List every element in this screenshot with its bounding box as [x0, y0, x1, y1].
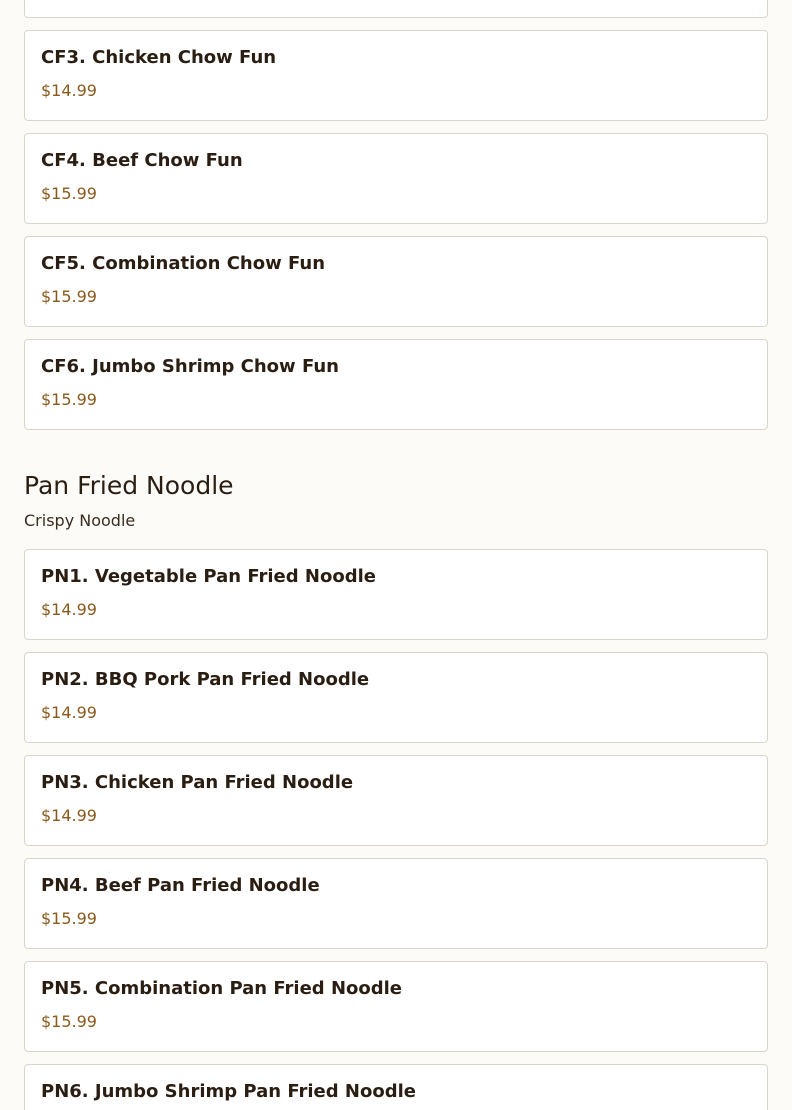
item-price: $15.99 [41, 909, 97, 928]
menu-list [24, 0, 768, 1110]
menu-item-card[interactable] [24, 1064, 768, 1110]
menu-item-card[interactable] [24, 961, 768, 1052]
item-name: PN3. Chicken Pan Fried Noodle [41, 772, 354, 793]
section-header [24, 442, 768, 531]
item-name: CF5. Combination Chow Fun [41, 253, 326, 274]
menu-item-card[interactable] [24, 339, 768, 430]
section-title: Pan Fried Noodle [24, 471, 234, 500]
menu-item-card[interactable] [24, 549, 768, 640]
item-name: CF4. Beef Chow Fun [41, 150, 243, 171]
item-name: CF6. Jumbo Shrimp Chow Fun [41, 356, 339, 377]
menu-item-card[interactable] [24, 755, 768, 846]
item-price: $15.99 [41, 287, 97, 306]
item-name: CF3. Chicken Chow Fun [41, 47, 277, 68]
menu-item-card[interactable] [24, 133, 768, 224]
menu-item-card[interactable] [24, 0, 768, 18]
item-price: $14.99 [41, 806, 97, 825]
item-price: $14.99 [41, 81, 97, 100]
item-name: PN5. Combination Pan Fried Noodle [41, 978, 403, 999]
item-price: $15.99 [41, 390, 97, 409]
item-price: $15.99 [41, 1012, 97, 1031]
item-name: PN2. BBQ Pork Pan Fried Noodle [41, 669, 370, 690]
section-subtitle: Crispy Noodle [24, 511, 136, 530]
item-price: $14.99 [41, 600, 97, 619]
item-price: $15.99 [41, 184, 97, 203]
menu-item-card[interactable] [24, 236, 768, 327]
item-name: PN4. Beef Pan Fried Noodle [41, 875, 320, 896]
item-name: PN6. Jumbo Shrimp Pan Fried Noodle [41, 1081, 416, 1102]
menu-item-card[interactable] [24, 858, 768, 949]
item-price: $14.99 [41, 703, 97, 722]
menu-item-card[interactable] [24, 30, 768, 121]
menu-item-card[interactable] [24, 652, 768, 743]
item-name: PN1. Vegetable Pan Fried Noodle [41, 566, 376, 587]
